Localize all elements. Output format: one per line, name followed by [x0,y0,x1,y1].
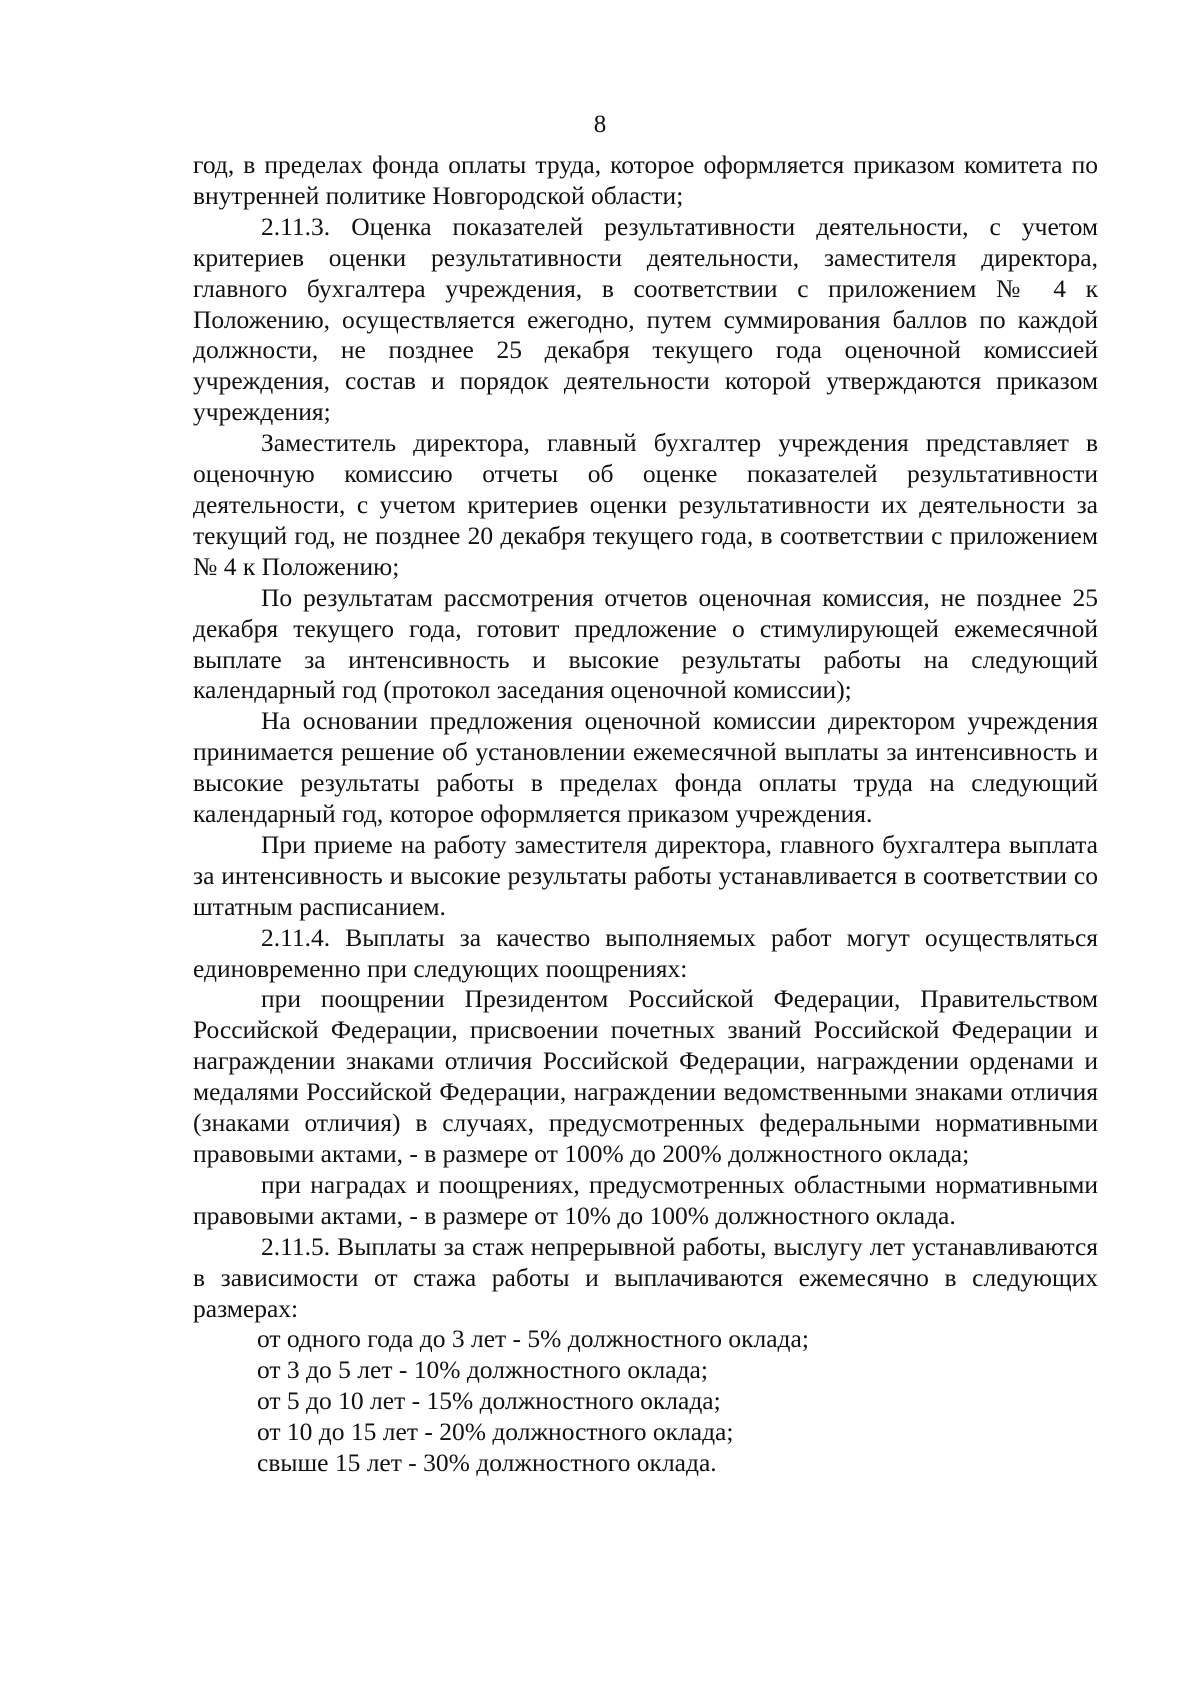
paragraph-hiring: При приеме на работу заместителя директора, главного бухгалтера выплата за интенсивность и высокие результаты работы устанавливается в соответствии со штатным расписанием. [193,829,1098,921]
page-number: 8 [593,111,607,138]
paragraph-continuation: год, в пределах фонда оплаты труда, которое оформляется приказом комитета по внутренней политике Новгородской области; [193,150,1098,210]
seniority-list-item: от 5 до 10 лет - 15% должностного оклада; [257,1386,721,1416]
seniority-list-item: от 10 до 15 лет - 20% должностного оклада; [257,1417,734,1447]
seniority-list-item: свыше 15 лет - 30% должностного оклада. [257,1448,717,1478]
paragraph-2-11-5: 2.11.5. Выплаты за стаж непрерывной работы, выслугу лет устанавливаются в зависимости от стажа работы и выплачиваются ежемесячно в следующих размерах: [193,1231,1098,1323]
paragraph-reports: Заместитель директора, главный бухгалтер учреждения представляет в оценочную комиссию отчеты об оценке показателей результативности деятельности, с учетом критериев оценки результативности их деятельности за текущий год, не позднее 20 декабря текущего года, в соответствии с приложением № 4 к Положению; [193,428,1098,581]
document-body [193,150,1098,1479]
seniority-list-item: от одного года до 3 лет - 5% должностного оклада; [257,1324,809,1354]
paragraph-commission-proposal: По результатам рассмотрения отчетов оценочная комиссия, не позднее 25 декабря текущего года, готовит предложение о стимулирующей ежемесячной выплате за интенсивность и высокие результаты работы на следующий календарный год (протокол заседания оценочной комиссии); [193,582,1098,705]
paragraph-federal-awards: при поощрении Президентом Российской Федерации, Правительством Российской Федерации, присвоении почетных званий Российской Федерации и награждении знаками отличия Российской Федерации, награждении орденами и медалями Российской Федерации, награждении ведомственными знаками отличия (знаками отличия) в случаях, предусмотренных федеральными нормативными правовыми актами, - в размере от 100% до 200% должностного оклада; [193,984,1098,1168]
paragraph-2-11-4: 2.11.4. Выплаты за качество выполняемых работ могут осуществляться единовременно при следующих поощрениях: [193,922,1098,983]
paragraph-regional-awards: при наградах и поощрениях, предусмотренных областными нормативными правовыми актами, - в размере от 10% до 100% должностного оклада. [193,1169,1098,1230]
seniority-list-item: от 3 до 5 лет - 10% должностного оклада; [257,1355,708,1385]
paragraph-director-decision: На основании предложения оценочной комиссии директором учреждения принимается решение об установлении ежемесячной выплаты за интенсивность и высокие результаты работы в пределах фонда оплаты труда на следующий календарный год, которое оформляется приказом учреждения. [193,706,1098,829]
paragraph-2-11-3: 2.11.3. Оценка показателей результативности деятельности, с учетом критериев оценки результативности деятельности, заместителя директора, главного бухгалтера учреждения, в соответствии с приложением № 4 к Положению, осуществляется ежегодно, путем суммирования баллов по каждой должности, не позднее 25 декабря текущего года оценочной комиссией учреждения, состав и порядок деятельности которой утверждаются приказом учреждения; [193,211,1098,427]
